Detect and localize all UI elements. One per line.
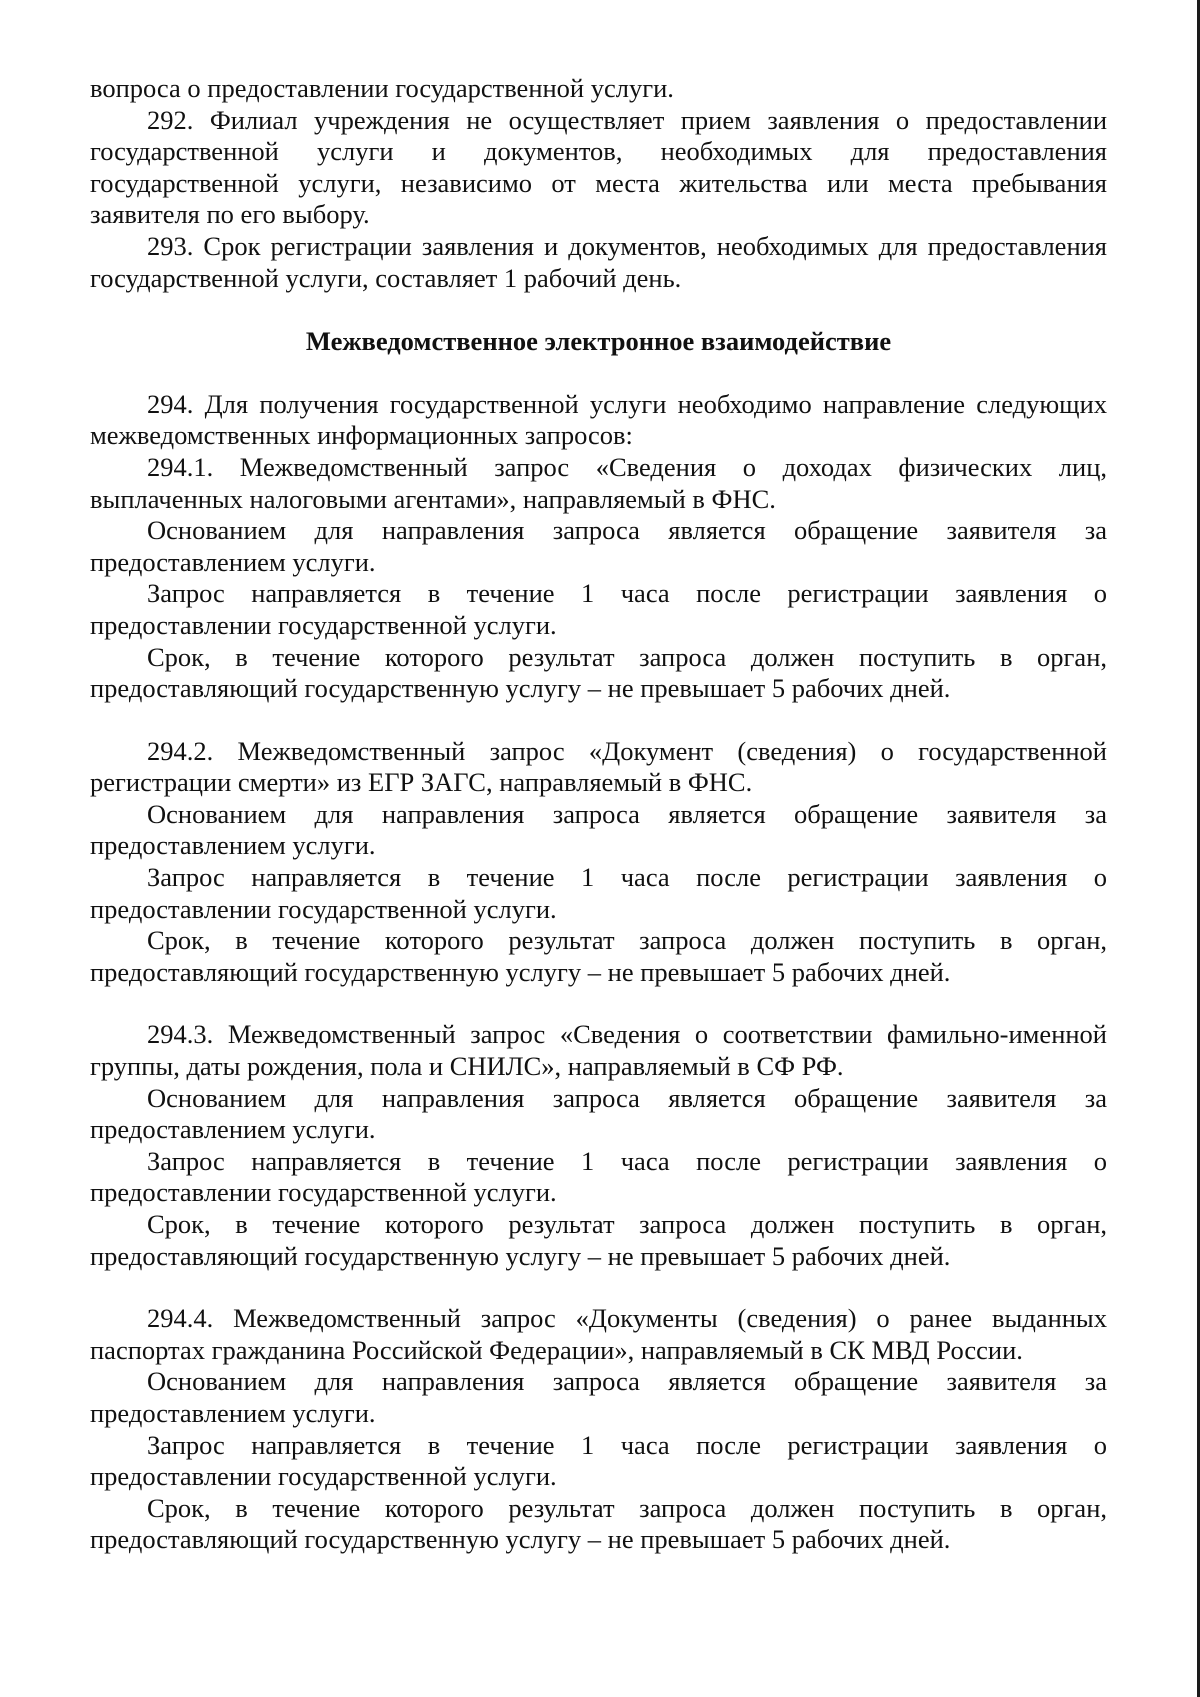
request-basis: Основанием для направления запроса является обращение заявителя за предоставлением услуги.: [90, 798, 1107, 861]
document-body: [90, 73, 1107, 1556]
request-deadline: Срок, в течение которого результат запроса должен поступить в орган, предоставляющий государственную услугу – не превышает 5 рабочих дней.: [90, 1492, 1107, 1555]
paragraph-293: 293. Срок регистрации заявления и документов, необходимых для предоставления государственной услуги, составляет 1 рабочий день.: [90, 230, 1107, 293]
paragraph-294: 294. Для получения государственной услуги необходимо направление следующих межведомственных информационных запросов:: [90, 388, 1107, 451]
request-title: 294.2. Межведомственный запрос «Документ (сведения) о государственной регистрации смерти» из ЕГР ЗАГС, направляемый в ФНС.: [90, 735, 1107, 798]
request-timing: Запрос направляется в течение 1 часа после регистрации заявления о предоставлении государственной услуги.: [90, 1429, 1107, 1492]
request-title: 294.4. Межведомственный запрос «Документы (сведения) о ранее выданных паспортах гражданина Российской Федерации», направляемый в СК МВД России.: [90, 1303, 1107, 1365]
request-block-294-4: [90, 1303, 1107, 1556]
section-heading: Межведомственное электронное взаимодействие: [305, 326, 892, 357]
request-block-294-1: [90, 452, 1107, 705]
request-deadline: Срок, в течение которого результат запроса должен поступить в орган, предоставляющий государственную услугу – не превышает 5 рабочих дней.: [90, 1209, 1107, 1271]
request-title: 294.1. Межведомственный запрос «Сведения о доходах физических лиц, выплаченных налоговыми агентами», направляемый в ФНС.: [90, 451, 1107, 514]
paragraph-292: 292. Филиал учреждения не осуществляет прием заявления о предоставлении государственной услуги и документов, необходимых для предоставления государственной услуги, независимо от места жительства или места пребывания заявителя по его выбору.: [90, 104, 1107, 230]
request-title: 294.3. Межведомственный запрос «Сведения о соответствии фамильно-именной группы, даты рождения, пола и СНИЛС», направляемый в СФ РФ.: [90, 1019, 1107, 1082]
request-block-294-2: [90, 736, 1107, 989]
request-deadline: Срок, в течение которого результат запроса должен поступить в орган, предоставляющий государственную услугу – не превышает 5 рабочих дней.: [90, 641, 1107, 704]
request-block-294-3: [90, 1019, 1107, 1272]
request-timing: Запрос направляется в течение 1 часа после регистрации заявления о предоставлении государственной услуги.: [90, 862, 1107, 924]
request-basis: Основанием для направления запроса является обращение заявителя за предоставлением услуги.: [90, 1366, 1107, 1428]
request-basis: Основанием для направления запроса является обращение заявителя за предоставлением услуги.: [90, 515, 1107, 577]
request-timing: Запрос направляется в течение 1 часа после регистрации заявления о предоставлении государственной услуги.: [90, 578, 1107, 640]
request-basis: Основанием для направления запроса является обращение заявителя за предоставлением услуги.: [90, 1082, 1107, 1145]
request-timing: Запрос направляется в течение 1 часа после регистрации заявления о предоставлении государственной услуги.: [90, 1145, 1107, 1208]
request-deadline: Срок, в течение которого результат запроса должен поступить в орган, предоставляющий государственную услугу – не превышает 5 рабочих дней.: [90, 925, 1107, 987]
paragraph-continuation: вопроса о предоставлении государственной услуги.: [90, 73, 674, 103]
